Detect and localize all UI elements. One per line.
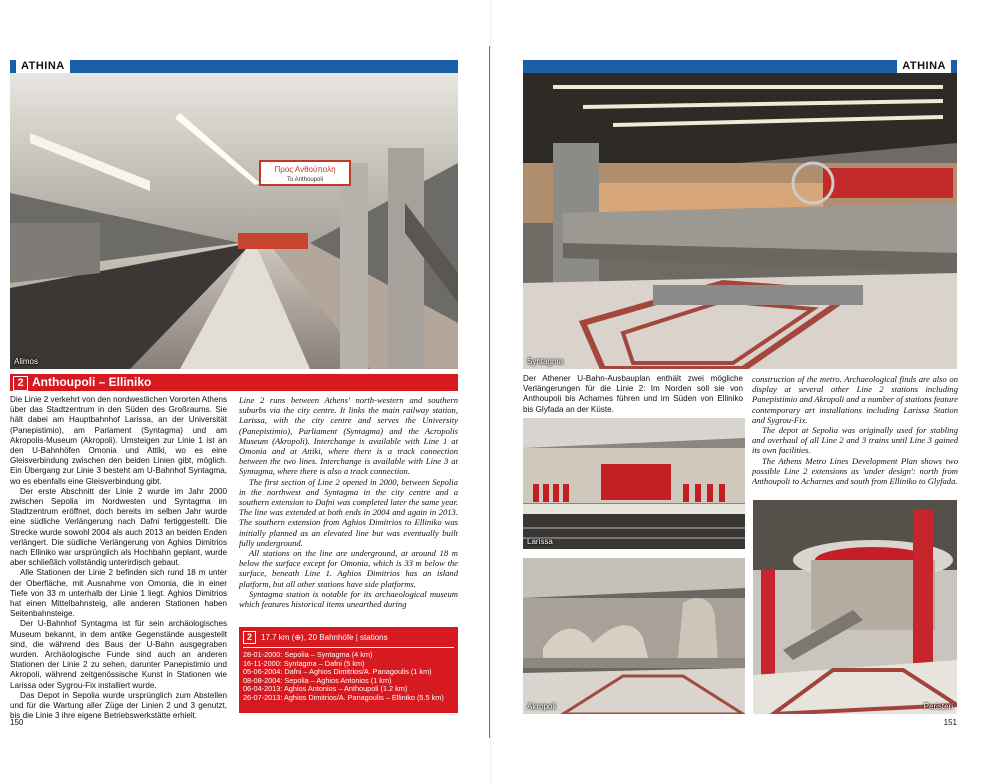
caption-peristeri: Peristeri xyxy=(923,702,953,711)
page-gutter xyxy=(489,46,490,738)
opening-row: 08-08-2004: Sepolia – Aghios Antonios (1 km) xyxy=(243,675,392,685)
photo-larissa xyxy=(523,418,745,549)
opening-row: 05-06-2004: Dafni – Aghios Dimitrios/A. Panagoulis (1 km) xyxy=(243,667,432,677)
info-summary xyxy=(243,631,388,644)
caption-akropoli: Akropoli xyxy=(527,702,556,711)
akropoli-museum-illustration xyxy=(523,558,745,714)
photo-syntagma xyxy=(523,73,957,369)
larissa-station-illustration xyxy=(523,418,745,549)
english-text-right xyxy=(752,374,958,486)
peristeri-station-illustration xyxy=(753,500,957,714)
divider xyxy=(243,647,454,648)
paragraph: Syntagma station is notable for its archaeological museum which features historical items unearthed during xyxy=(239,588,458,610)
header-bar-left xyxy=(10,60,458,73)
paragraph: The Athens Metro Lines Development Plan shows two possible Line 2 extensions as 'under design': north from Anthoupoli to Acharnes and south from Elliniko to Glyfada. xyxy=(752,455,958,487)
german-text-left xyxy=(10,395,227,722)
opening-row: 06-04-2013: Aghios Antonios – Anthoupoli (1.2 km) xyxy=(243,684,408,694)
paragraph: Der Athener U-Bahn-Ausbauplan enthält zwei mögliche Verlängerungen für die Linie 2: Im Norden soll sie von Anthoupoli bis Acharnes führen und im Süden von Elliniko bis Glyfada an der Küste. xyxy=(523,374,743,414)
paragraph: Der U-Bahnhof Syntagma ist für sein archäologisches Museum bekannt, in dem antike Gegenstände ausgestellt sind, die während des Baus der U-Bahn ausgegraben wurden. Archäologische Funde sind auch an anderen Stationen der Linie 2 zu sehen, darunter Panepistimio und Akropoli, während zeitgenössische Kunst in Stationen wie Larissa oder Sygrou-Fix installiert wurde. xyxy=(10,619,227,690)
paragraph: The depot at Sepolia was originally used for stabling and overhaul of all Line 2 and 3 trains until Line 3 gained its own facilities. xyxy=(752,425,958,456)
header-label-left: ATHINA xyxy=(16,60,70,73)
photo-alimos xyxy=(10,73,458,369)
caption-alimos: Alimos xyxy=(14,357,39,366)
right-page xyxy=(491,0,981,784)
page-number-right: 151 xyxy=(943,718,957,727)
paragraph: construction of the metro. Archaeological finds are also on display at several other Line 2 stations including Panepistimio and Akropoli and a number of stations feature contemporary art installations including Larissa Station and Sygrou-Fix. xyxy=(752,374,958,425)
photo-peristeri xyxy=(753,500,957,714)
paragraph: Der erste Abschnitt der Linie 2 wurde im Jahr 2000 zwischen Sepolia im Nordwesten und Syntagma im Stadtzentrum eröffnet, doch bereits im selben Jahr wurde eine südliche Verlängerung nach Dafni fertiggestellt. Die Strecke wurde sowohl 2004 als auch 2013 an beiden Enden verlängert. Die südliche Verlängerung von Aghios Dimitrios nach Elliniko war ursprünglich als Hochbahn geplant, wurde aber schließlich vollständig unterirdisch gebaut. xyxy=(10,486,227,568)
paragraph: All stations on the line are underground, at around 18 m below the surface except for Omonia, which is 33 m below the surface, beneath Line 1. Aghios Dimitrios has an island platform, but all other stations have side platforms. xyxy=(239,548,458,589)
syntagma-station-illustration xyxy=(523,73,957,369)
section-header xyxy=(10,374,458,391)
sign-greek: Προς Ανθούπολη xyxy=(274,165,336,174)
alimos-station-illustration xyxy=(10,73,458,369)
opening-row: 26-07-2013: Aghios Dimitrios/A. Panagoulis – Elliniko (5.5 km) xyxy=(243,692,444,702)
info-line-number: 2 xyxy=(243,631,256,644)
line-number-badge: 2 xyxy=(13,376,28,391)
opening-row: 28-01-2000: Sepolia – Syntagma (4 km) xyxy=(243,650,373,659)
paragraph: The first section of Line 2 opened in 2000, between Sepolia in the northwest and Syntagma in the city centre and a southern extension to Dafni was completed later the same year. The line was extended at both ends in 2004 and again in 2013. The southern extension from Aghios Dimitrios to Elliniko was initially planned as an elevated line but was eventually built fully underground. xyxy=(239,476,458,548)
line-info-box xyxy=(239,627,458,713)
caption-larissa: Larissa xyxy=(527,537,553,546)
paragraph: Die Linie 2 verkehrt von den nordwestlichen Vororten Athens über das Stadtzentrum in den Süden des Großraums. Sie hält dabei am Hauptbahnhof Larissa, an der Universität (Panepistimio), am Parlament (Syntagma) und am Akropolis-Museum (Akropoli). Umsteigen zur Linie 1 ist an den U-Bahnhöfen Omonia und Attiki, wo es eine Gleisverbindung zwischen den beiden Linien gibt, möglich. Ein Übergang zur Linie 3 besteht am U-Bahnhof Syntagma, wo es ebenfalls eine Gleisverbindung gibt. xyxy=(10,395,227,486)
opening-row: 16-11-2000: Syntagma – Dafni (5 km) xyxy=(243,658,365,668)
paragraph: Alle Stationen der Linie 2 befinden sich rund 18 m unter der Oberfläche, mit Ausnahme von Omonia, die in einer Tiefe von 33 m unterhalb der Linie 1 liegt. Aghios Dimitrios hat einen Mittelbahnsteig, alle anderen Stationen haben Seitenbahnsteige. xyxy=(10,568,227,619)
opening-dates-list xyxy=(243,651,444,703)
caption-syntagma: Syntagma xyxy=(527,357,564,366)
info-summary-text: 17.7 km (⊕), 20 Bahnhöfe | stations xyxy=(261,633,388,642)
english-text-left xyxy=(239,395,458,609)
left-page xyxy=(0,0,490,784)
paragraph: Line 2 runs between Athens' north-western and southern suburbs via the city centre. It links the main railway station, Larissa, with the city centre and serves the University (Panepistimio), Parliament (Syntagma) and the Acropolis Museum (Akropoli). Interchange is available with Line 1 at Omonia and at Attiki, where there is a track connection between the two lines. Interchange is available with Line 3 at Syntagma, where there is also a track connection. xyxy=(239,395,458,477)
paragraph: Das Depot in Sepolia wurde ursprünglich zum Abstellen und für die Wartung aller Züge der Linien 2 und 3 genutzt, bis die Linie 3 ihre eigene Betriebswerkstätte erhielt. xyxy=(10,690,227,721)
header-label-right: ATHINA xyxy=(897,60,951,73)
sign-latin: To Anthoupoli xyxy=(286,177,324,183)
header-bar-right xyxy=(523,60,957,73)
page-number-left: 150 xyxy=(10,718,24,727)
german-text-right xyxy=(523,374,743,415)
photo-akropoli xyxy=(523,558,745,714)
section-title: Anthoupoli – Elliniko xyxy=(32,375,152,389)
